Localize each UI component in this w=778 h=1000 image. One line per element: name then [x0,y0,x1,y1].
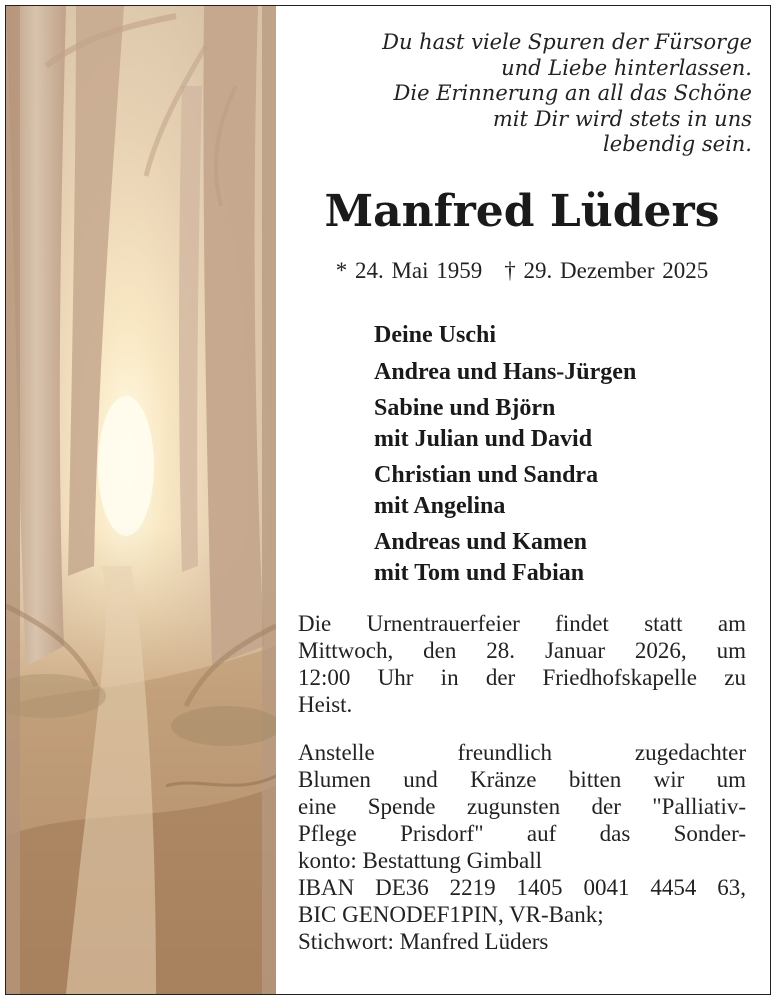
donation-line: Pflege Prisdorf" auf das Sonder- [298,821,746,846]
bank-bic: BIC GENODEF1PIN, VR-Bank; [298,902,604,927]
notice-content [292,6,752,994]
family-line: mit Julian und David [374,425,593,452]
family-line: Andreas und Kamen [374,529,587,555]
family-group [374,357,636,388]
death-date: † 29. Dezember 2025 [504,258,709,283]
memorial-poem [312,30,752,158]
obituary-notice [5,5,771,995]
family-line: Andrea und Hans-Jürgen [374,358,637,385]
birth-date: * 24. Mai 1959 [335,258,483,283]
service-line: Mittwoch, den 28. Januar 2026, um [298,638,746,663]
poem-line: Du hast viele Spuren der Fürsorge [382,30,752,54]
poem-line: und Liebe hinterlassen. [501,55,752,80]
poem-line: lebendig sein. [603,132,752,156]
service-announcement [298,610,746,718]
family-group [374,527,636,588]
poem-line: mit Dir wird stets in uns [492,106,752,131]
deceased-name: Manfred Lüders [324,186,720,237]
family-group [374,320,636,351]
family-line: Deine Uschi [374,322,496,348]
donation-line: konto: Bestattung Gimball [298,848,543,873]
poem-line: Die Erinnerung an all das Schöne [393,81,752,105]
bank-iban: IBAN DE36 2219 1405 0041 4454 63, [298,875,746,900]
service-line: 12:00 Uhr in der Friedhofskapelle zu [298,665,746,690]
family-line: mit Angelina [374,492,506,519]
donation-keyword: Stichwort: Manfred Lüders [298,929,549,954]
service-line: Heist. [298,692,353,717]
family-group [374,460,636,521]
life-dates [292,258,752,284]
donation-line: eine Spende zugunsten der "Palliativ- [298,794,746,819]
family-list [374,320,636,594]
service-line: Die Urnentrauerfeier findet statt am [298,611,746,636]
donation-request [298,739,746,955]
family-line: Sabine und Björn [374,395,556,421]
forest-path-photo [6,6,276,994]
donation-line: Blumen und Kränze bitten wir um [298,767,746,792]
family-line: Christian und Sandra [374,462,599,488]
family-line: mit Tom und Fabian [374,559,585,586]
family-group [374,393,636,454]
donation-line: Anstelle freundlich zugedachter [298,740,746,765]
